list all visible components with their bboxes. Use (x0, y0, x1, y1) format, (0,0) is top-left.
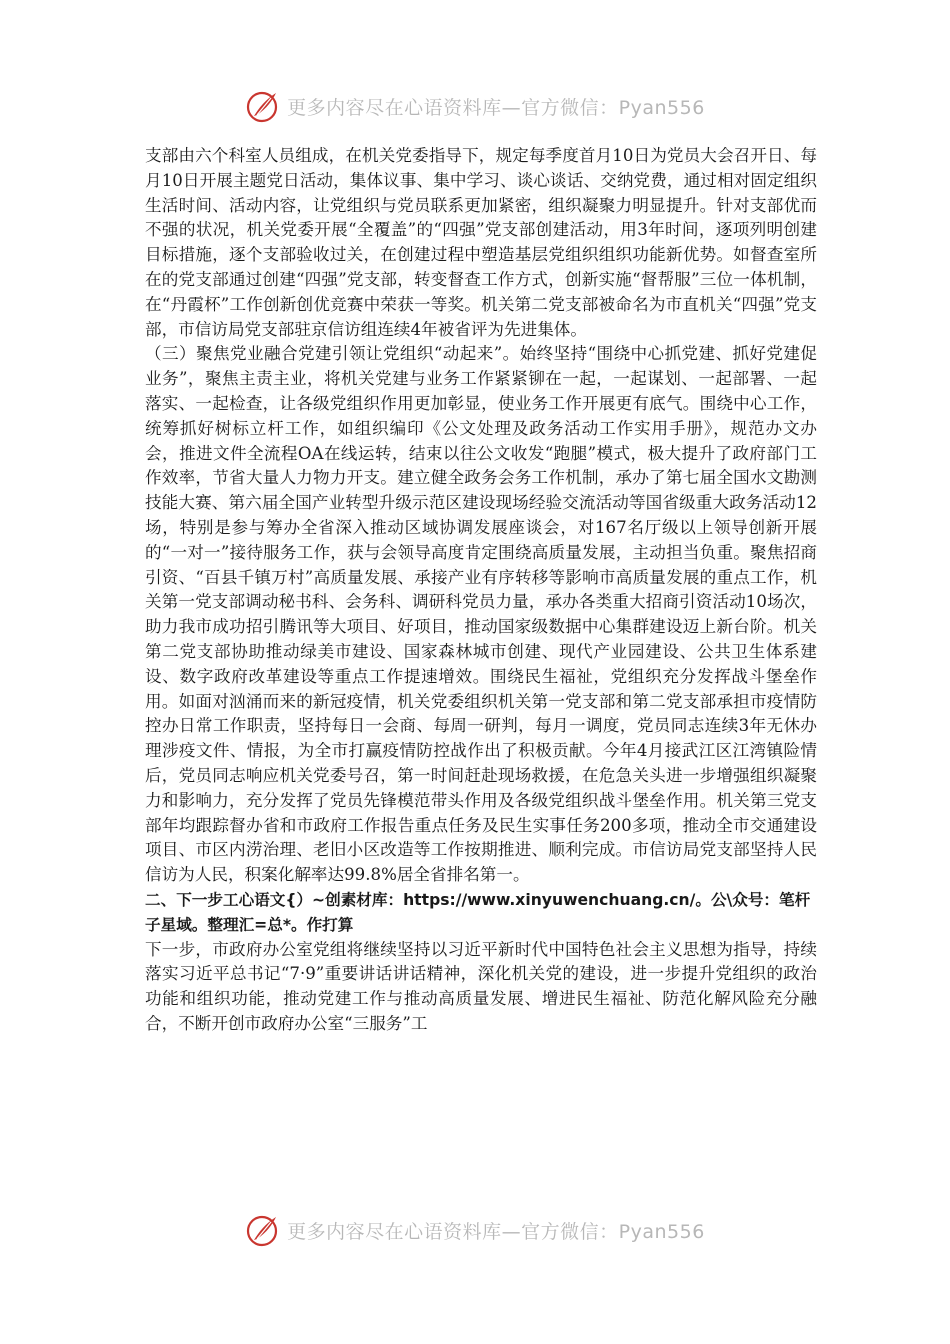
feather-pen-logo-icon (245, 1212, 281, 1248)
paragraph-integration: （三）聚焦党业融合党建引领让党组织“动起来”。始终坚持“围绕中心抓党建、抓好党建促业务”，聚焦主责主业，将机关党建与业务工作紧紧铆在一起，一起谋划、一起部署、一起落实、一起检查，让各级党组织作用更加彰显，使业务工作开展更有底气。围绕中心工作，统筹抓好树标立杆工作，如组织编印《公文处理及政务活动工作实用手册》，规范办文办会，推进文件全流程OA在线运转，结束以往公文收发“跑腿”模式，极大提升了政府部门工作效率，节省大量人力物力开支。建立健全政务会务工作机制，承办了第七届全国水文勘测技能大赛、第六届全国产业转型升级示范区建设现场经验交流活动等国省级重大政务活动12场，特别是参与筹办全省深入推动区域协调发展座谈会，对167名厅级以上领导创新开展的“一对一”接待服务工作，获与会领导高度肯定围绕高质量发展，主动担当负重。聚焦招商引资、“百县千镇万村”高质量发展、承接产业有序转移等影响市高质量发展的重点工作，机关第一党支部调动秘书科、会务科、调研科党员力量，承办各类重大招商引资活动10场次，助力我市成功招引腾讯等大项目、好项目，推动国家级数据中心集群建设迈上新台阶。机关第二党支部协助推动绿美市建设、国家森林城市创建、现代产业园建设、公共卫生体系建设、数字政府改革建设等重点工作提速增效。围绕民生福祉，党组织充分发挥战斗堡垒作用。如面对汹涌而来的新冠疫情，机关党委组织机关第一党支部和第二党支部承担市疫情防控办日常工作职责，坚持每日一会商、每周一研判，每月一调度，党员同志连续3年无休办理涉疫文件、情报，为全市打赢疫情防控战作出了积极贡献。今年4月接武江区江湾镇险情后，党员同志响应机关党委号召，第一时间赶赴现场救援，在危急关头进一步增强组织凝聚力和影响力，充分发挥了党员先锋模范带头作用及各级党组织战斗堡垒作用。机关第三党支部年均跟踪督办省和市政府工作报告重点任务及民生实事任务200多项，推动全市交通建设项目、市区内涝治理、老旧小区改造等工作按期推进、顺利完成。市信访局党支部坚持人民信访为人民，积案化解率达99.8%居全省排名第一。 (145, 344, 817, 885)
watermark-text: 更多内容尽在心语资料库—官方微信：Pyan556 (287, 96, 705, 119)
watermark-text: 更多内容尽在心语资料库—官方微信：Pyan556 (287, 1220, 705, 1243)
feather-pen-logo-icon (245, 88, 281, 124)
paragraph-next-steps: 下一步，市政府办公室党组将继续坚持以习近平新时代中国特色社会主义思想为指导，持续落实习近平总书记“7·9”重要讲话讲话精神，深化机关党的建设，进一步提升党组织的政治功能和组织功能，推动党建工作与推动高质量发展、增进民生福祉、防范化解风险充分融合，不断开创市政府办公室“三服务”工 (145, 939, 817, 1033)
paragraph-branch-building: 支部由六个科室人员组成，在机关党委指导下，规定每季度首月10日为党员大会召开日、每月10日开展主题党日活动，集体议事、集中学习、谈心谈话、交纳党费，通过相对固定组织生活时间、活动内容，让党组织与党员联系更加紧密，组织凝聚力明显提升。针对支部优而不强的状况，机关党委开展“全覆盖”的“四强”党支部创建活动，用3年时间，逐项列明创建目标措施，逐个支部验收过关，在创建过程中塑造基层党组织组织功能新优势。如督查室所在的党支部通过创建“四强”党支部，转变督查工作方式，创新实施“督帮服”三位一体机制，在“丹霞杯”工作创新创优竞赛中荣获一等奖。机关第二党支部被命名为市直机关“四强”党支部，市信访局党支部驻京信访组连续4年被省评为先进集体。 (145, 146, 817, 339)
header-watermark-banner (0, 84, 950, 128)
footer-watermark-banner (0, 1208, 950, 1252)
document-body (145, 144, 817, 1037)
section-heading-next-steps: 二、下一步工心语文{）~创素材库：https://www.xinyuwenchuang.cn/。公\众号：笔杆子星域。整理汇=总*。作打算 (145, 890, 811, 934)
